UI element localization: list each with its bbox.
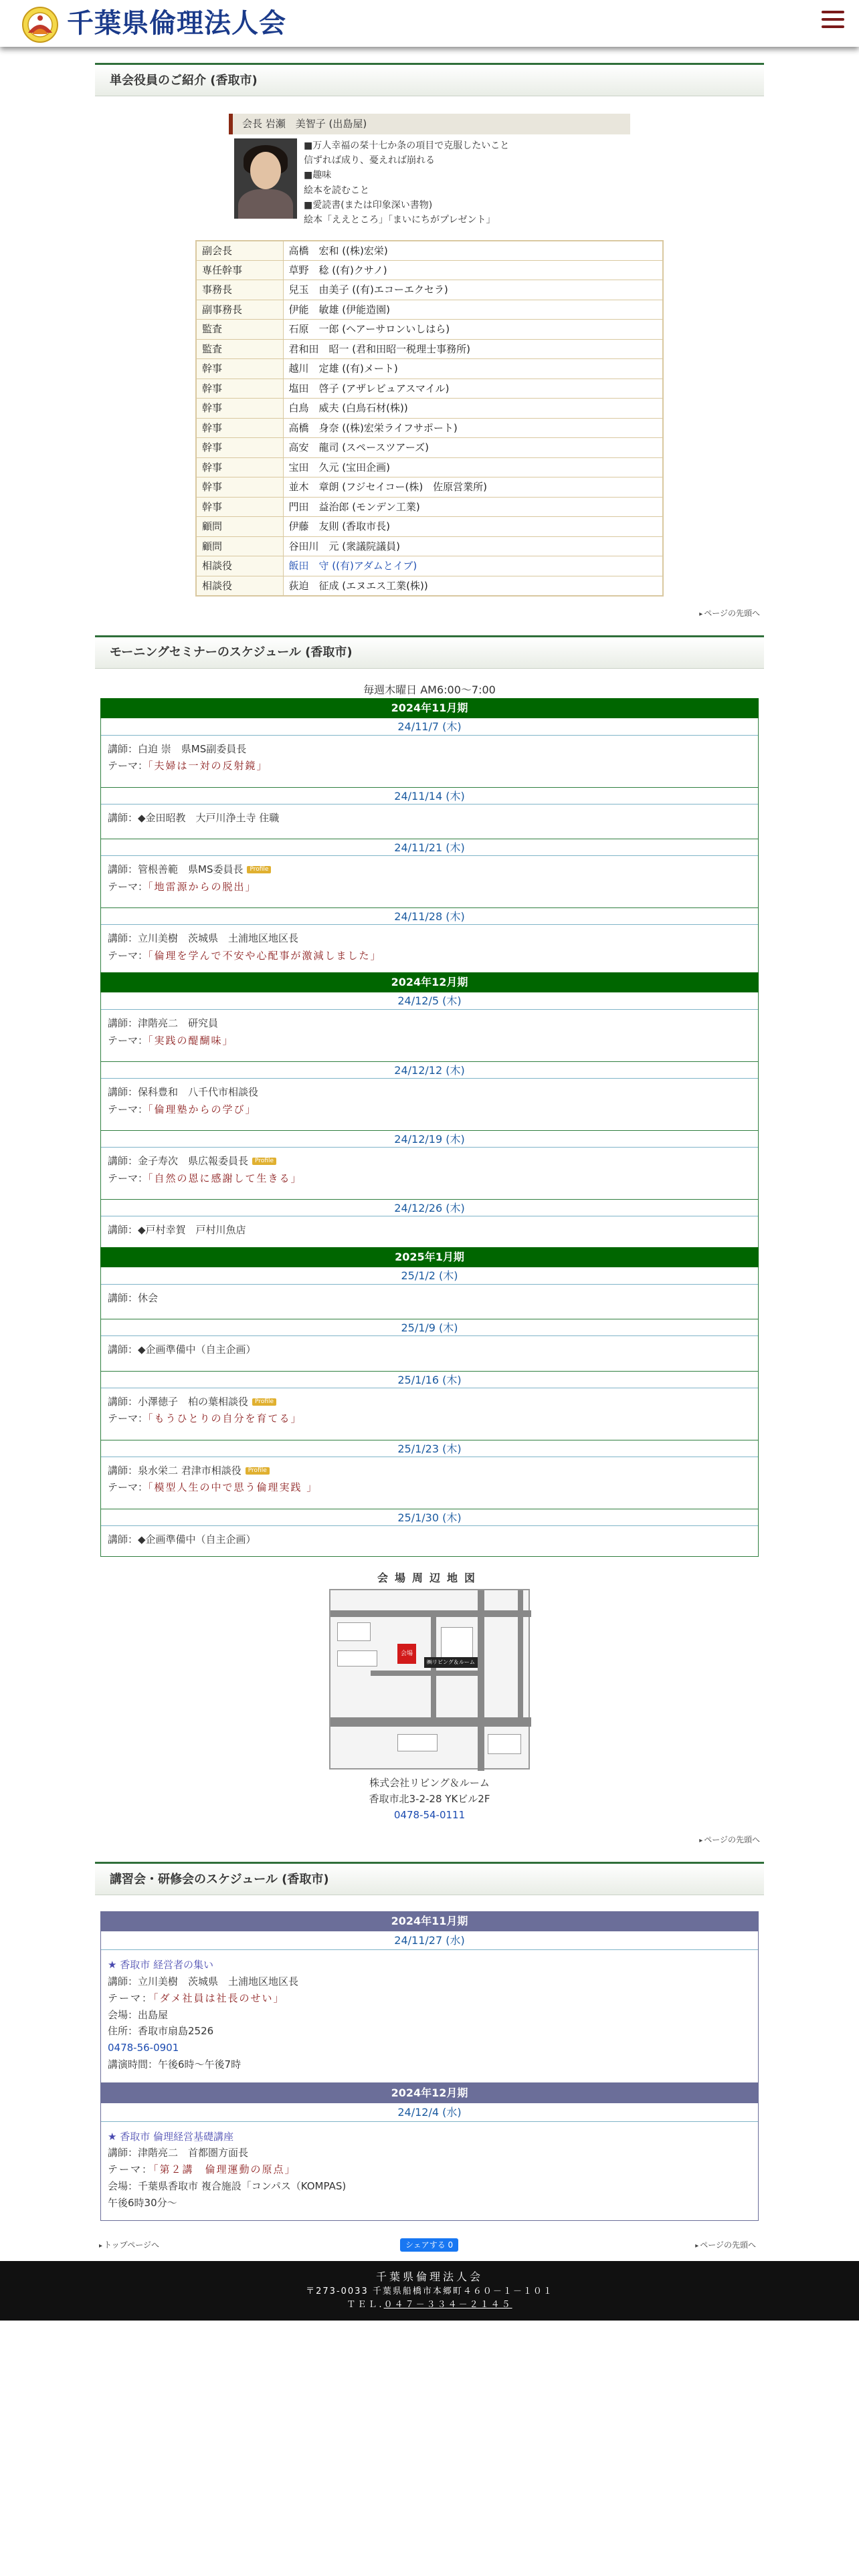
profile-badge[interactable]: Profile bbox=[246, 1467, 270, 1475]
venue-tel[interactable]: 0478-54-0111 bbox=[393, 1809, 466, 1822]
officer-table bbox=[195, 240, 664, 597]
officer-row bbox=[196, 457, 663, 477]
lecture-line: 講師：立川美樹 茨城県 土浦地区地区長 bbox=[108, 1975, 299, 1988]
officer-role: 副事務長 bbox=[196, 300, 283, 320]
lecturer-text: 講師：休会 bbox=[108, 1291, 159, 1304]
lecture-line: 会場：千葉県香取市 複合施設「コンパス（KOMPAS) bbox=[108, 2179, 347, 2192]
profile-badge[interactable]: Profile bbox=[252, 1398, 276, 1406]
session-body bbox=[101, 736, 758, 783]
profile-line: ■愛読書(または印象深い書物) bbox=[304, 200, 433, 211]
session-body bbox=[101, 1010, 758, 1057]
officer-row bbox=[196, 241, 663, 261]
officer-row bbox=[196, 418, 663, 438]
officer-name: 兒玉 由美子 ((有)エコーエクセラ) bbox=[283, 280, 663, 300]
profile-line: 信ずれば成り、憂えれば崩れる bbox=[304, 154, 435, 166]
session-body bbox=[101, 1216, 758, 1247]
officer-name: 門田 益治郎 (モンデン工業) bbox=[283, 497, 663, 517]
session-lecturer bbox=[108, 1341, 751, 1359]
officer-row bbox=[196, 399, 663, 419]
officer-name: 君和田 昭一 (君和田昭一税理士事務所) bbox=[283, 339, 663, 359]
session-body bbox=[101, 925, 758, 972]
lecturer-text: 講師：白迫 崇 県MS副委員長 bbox=[108, 742, 247, 755]
lecturer-text: 講師：津階亮二 研究員 bbox=[108, 1017, 219, 1030]
session-date: 24/11/14 (木) bbox=[101, 787, 758, 804]
session-date: 24/11/7 (木) bbox=[101, 718, 758, 736]
president-label: 会長 岩瀬 美智子 (出島屋) bbox=[229, 114, 630, 134]
officer-role: 監査 bbox=[196, 339, 283, 359]
lecturer-text: 講師：立川美樹 茨城県 土浦地区地区長 bbox=[108, 932, 299, 945]
lecture-line: 住所：香取市扇島2526 bbox=[108, 2025, 214, 2038]
footer-name: 千葉県倫理法人会 bbox=[375, 2270, 483, 2284]
seminar-month-header: 2025年1月期 bbox=[100, 1247, 759, 1267]
lecture-line: 午後6時30分～ bbox=[108, 2196, 177, 2209]
officer-name[interactable]: 飯田 守 ((有)アダムとイブ) bbox=[283, 556, 663, 576]
lecture-block bbox=[100, 2103, 759, 2222]
session-lecturer bbox=[108, 930, 751, 948]
session-date: 25/1/9 (木) bbox=[101, 1319, 758, 1336]
officer-row bbox=[196, 438, 663, 458]
session-lecturer bbox=[108, 810, 751, 827]
session-theme: テーマ：「実践の醍醐味」 bbox=[108, 1034, 234, 1047]
officer-row bbox=[196, 576, 663, 596]
officer-name: 谷田川 元 (衆議院議員) bbox=[283, 536, 663, 556]
officer-role: 相談役 bbox=[196, 556, 283, 576]
officer-role: 幹事 bbox=[196, 477, 283, 498]
officer-name: 草野 稔 ((有)クサノ) bbox=[283, 260, 663, 280]
president-card bbox=[229, 114, 630, 228]
seminar-month-block bbox=[100, 992, 759, 1247]
footer-tel-label: ＴＥＬ. bbox=[347, 2299, 384, 2310]
lecturer-text: 講師：◆企画準備中（自主企画） bbox=[108, 1533, 256, 1545]
officer-name: 白鳥 威夫 (白鳥石材(株)) bbox=[283, 399, 663, 419]
profile-badge[interactable]: Profile bbox=[252, 1158, 276, 1165]
seminar-subheading: 毎週木曜日 AM6:00～7:00 bbox=[363, 683, 496, 696]
officer-row bbox=[196, 280, 663, 300]
session-date: 25/1/16 (木) bbox=[101, 1371, 758, 1388]
venue-map-block bbox=[100, 1570, 759, 1823]
officer-name: 高安 龍司 (スペースツアーズ) bbox=[283, 438, 663, 458]
officer-role: 相談役 bbox=[196, 576, 283, 596]
officer-name: 伊能 敏雄 (伊能造園) bbox=[283, 300, 663, 320]
footer-tel bbox=[0, 2298, 859, 2312]
session-date: 24/12/26 (木) bbox=[101, 1199, 758, 1216]
session-date: 25/1/30 (木) bbox=[101, 1509, 758, 1526]
officer-row bbox=[196, 359, 663, 379]
lecture-month-header: 2024年11月期 bbox=[100, 1911, 759, 1931]
officer-name: 越川 定雄 ((有)メート) bbox=[283, 359, 663, 379]
officer-row bbox=[196, 260, 663, 280]
site-title: 千葉県倫理法人会 bbox=[67, 7, 286, 39]
lecture-body bbox=[101, 1950, 758, 2082]
session-theme: テーマ：「夫婦は一対の反射鏡」 bbox=[108, 760, 268, 772]
session-body bbox=[101, 1457, 758, 1505]
officer-row bbox=[196, 379, 663, 399]
session-theme: テーマ：「模型人生の中で思う倫理実践 」 bbox=[108, 1481, 318, 1494]
lecture-date: 24/12/4 (水) bbox=[101, 2103, 758, 2122]
lecturer-text: 講師：◆戸村幸賀 戸村川魚店 bbox=[108, 1224, 246, 1237]
venue-address: 香取市北3-2-28 YKビル2F bbox=[369, 1793, 490, 1806]
officer-role: 顧問 bbox=[196, 517, 283, 537]
lecture-tel[interactable]: 0478-56-0901 bbox=[108, 2042, 179, 2054]
officer-role: 顧問 bbox=[196, 536, 283, 556]
officer-role: 幹事 bbox=[196, 497, 283, 517]
profile-line: 絵本「ええところ」「まいにちがプレゼント」 bbox=[304, 215, 496, 226]
officer-row bbox=[196, 477, 663, 498]
venue-pin: 会場 bbox=[397, 1644, 416, 1664]
officer-row bbox=[196, 300, 663, 320]
page-top-link-2[interactable]: ▸ ページの先頭へ bbox=[95, 1834, 764, 1846]
lecture-schedule bbox=[100, 1911, 759, 2221]
lecturer-text: 講師：泉水栄二 君津市相談役 bbox=[108, 1464, 242, 1477]
lecturer-text: 講師：小澤徳子 柏の葉相談役 bbox=[108, 1395, 249, 1408]
site-header bbox=[0, 0, 859, 47]
session-body bbox=[101, 1285, 758, 1315]
session-date: 24/12/12 (木) bbox=[101, 1061, 758, 1079]
profile-badge[interactable]: Profile bbox=[247, 866, 271, 873]
lecturer-text: 講師：◆企画準備中（自主企画） bbox=[108, 1344, 256, 1356]
session-lecturer bbox=[108, 1463, 751, 1480]
officer-name: 伊藤 友則 (香取市長) bbox=[283, 517, 663, 537]
lecture-date: 24/11/27 (水) bbox=[101, 1931, 758, 1950]
lecturer-text: 講師：◆金田昭教 大戸川浄土寺 住職 bbox=[108, 811, 280, 824]
lecture-line: 講演時間：午後6時～午後7時 bbox=[108, 2058, 242, 2070]
seminar-month-header: 2024年11月期 bbox=[100, 698, 759, 718]
seminar-schedule bbox=[100, 698, 759, 1558]
bottom-links bbox=[95, 2238, 764, 2252]
officer-name: 並木 章朗 (フジセイコー(株) 佐原営業所) bbox=[283, 477, 663, 498]
officer-name: 荻迫 征成 (エヌエス工業(株)) bbox=[283, 576, 663, 596]
officer-name: 高橋 身奈 ((株)宏栄ライフサポート) bbox=[283, 418, 663, 438]
lecturer-text: 講師：保科豊和 八千代市相談役 bbox=[108, 1086, 259, 1099]
session-theme: テーマ：「もうひとりの自分を育てる」 bbox=[108, 1412, 302, 1425]
hamburger-menu-icon[interactable] bbox=[822, 8, 844, 31]
session-lecturer bbox=[108, 1290, 751, 1307]
session-date: 24/12/5 (木) bbox=[101, 992, 758, 1010]
officer-row bbox=[196, 536, 663, 556]
lecture-line: テーマ：「第２講 倫理運動の原点」 bbox=[108, 2163, 296, 2176]
session-date: 25/1/2 (木) bbox=[101, 1267, 758, 1285]
lecture-body bbox=[101, 2122, 758, 2221]
officer-role: 幹事 bbox=[196, 418, 283, 438]
officer-name: 宝田 久元 (宝田企画) bbox=[283, 457, 663, 477]
officer-row bbox=[196, 339, 663, 359]
session-theme: テーマ：「倫理塾からの学び」 bbox=[108, 1103, 257, 1115]
seminar-month-block bbox=[100, 1267, 759, 1558]
lecture-heading: 講習会・研修会のスケジュール (香取市) bbox=[95, 1862, 764, 1895]
officer-row bbox=[196, 517, 663, 537]
session-body bbox=[101, 804, 758, 835]
session-body bbox=[101, 1336, 758, 1367]
president-profile bbox=[304, 138, 509, 228]
lecture-line: 会場：出島屋 bbox=[108, 2008, 169, 2021]
logo-emblem-icon bbox=[19, 3, 62, 43]
session-date: 24/11/28 (木) bbox=[101, 907, 758, 925]
officer-role: 事務長 bbox=[196, 280, 283, 300]
session-theme: テーマ：「地雷源からの脱出」 bbox=[108, 880, 257, 893]
seminar-heading: モーニングセミナーのスケジュール (香取市) bbox=[95, 635, 764, 669]
officer-role: 監査 bbox=[196, 320, 283, 340]
seminar-month-header: 2024年12月期 bbox=[100, 972, 759, 992]
session-body bbox=[101, 856, 758, 903]
lecture-event-title[interactable]: ★ 香取市 倫理経営基礎講座 bbox=[108, 2130, 233, 2143]
lecture-month-header: 2024年12月期 bbox=[100, 2083, 759, 2103]
lecture-line: 講師：津階亮二 首都圏方面長 bbox=[108, 2147, 249, 2159]
session-lecturer bbox=[108, 861, 751, 879]
session-lecturer bbox=[108, 1531, 751, 1549]
officer-role: 幹事 bbox=[196, 438, 283, 458]
officer-row bbox=[196, 556, 663, 576]
page-top-link[interactable]: ▸ ページの先頭へ bbox=[95, 607, 764, 619]
session-lecturer bbox=[108, 741, 751, 758]
venue-label: ㈱リビング＆ルーム bbox=[424, 1657, 478, 1668]
session-lecturer bbox=[108, 1153, 751, 1170]
lecture-line: テーマ：「ダメ社員は社長のせい」 bbox=[108, 1992, 285, 2004]
session-lecturer bbox=[108, 1222, 751, 1239]
session-date: 24/11/21 (木) bbox=[101, 839, 758, 856]
officer-name: 塩田 啓子 (アザレビュアスマイル) bbox=[283, 379, 663, 399]
officer-role: 幹事 bbox=[196, 399, 283, 419]
officer-role: 副会長 bbox=[196, 241, 283, 261]
session-lecturer bbox=[108, 1015, 751, 1033]
officer-row bbox=[196, 320, 663, 340]
session-body bbox=[101, 1148, 758, 1195]
facebook-share-button[interactable]: シェアする 0 bbox=[400, 2238, 458, 2252]
footer-address: 〒273-0033 千葉県船橋市本郷町４６０－１－１０１ bbox=[306, 2286, 553, 2297]
lecturer-text: 講師：金子寿次 県広報委員長 bbox=[108, 1155, 249, 1168]
officer-role: 幹事 bbox=[196, 379, 283, 399]
session-date: 25/1/23 (木) bbox=[101, 1440, 758, 1457]
officer-role: 幹事 bbox=[196, 359, 283, 379]
session-lecturer bbox=[108, 1394, 751, 1411]
top-page-link[interactable]: ▸ トップページへ bbox=[99, 2239, 163, 2251]
session-lecturer bbox=[108, 1084, 751, 1101]
lecturer-text: 講師：管根善範 県MS委員長 bbox=[108, 863, 244, 876]
profile-line: 絵本を読むこと bbox=[304, 185, 369, 196]
venue-company: 株式会社リビング＆ルーム bbox=[369, 1777, 490, 1790]
officer-name: 高橋 宏和 ((株)宏栄) bbox=[283, 241, 663, 261]
session-body bbox=[101, 1526, 758, 1557]
seminar-month-block bbox=[100, 718, 759, 973]
officer-role: 幹事 bbox=[196, 457, 283, 477]
map-title: 会場周辺地図 bbox=[377, 1572, 482, 1585]
profile-line: ■万人幸福の栞十七か条の項目で克服したいこと bbox=[304, 140, 510, 151]
officer-name: 石原 一郎 (ヘアーサロンいしはら) bbox=[283, 320, 663, 340]
directors-heading: 単会役員のご紹介 (香取市) bbox=[95, 63, 764, 96]
officer-role: 専任幹事 bbox=[196, 260, 283, 280]
session-date: 24/12/19 (木) bbox=[101, 1130, 758, 1148]
page-top-link-3[interactable]: ▸ ページの先頭へ bbox=[695, 2239, 760, 2251]
session-body bbox=[101, 1079, 758, 1126]
session-theme: テーマ：「自然の恩に感謝して生きる」 bbox=[108, 1172, 302, 1184]
session-theme: テーマ：「倫理を学んで不安や心配事が激減しました」 bbox=[108, 949, 382, 962]
president-photo bbox=[234, 138, 297, 219]
profile-line: ■趣味 bbox=[304, 170, 332, 181]
officer-row bbox=[196, 497, 663, 517]
logo-link[interactable] bbox=[19, 3, 286, 44]
footer-tel-number[interactable]: ０４７－３３４－２１４５ bbox=[383, 2299, 512, 2310]
site-footer bbox=[0, 2261, 859, 2321]
session-body bbox=[101, 1388, 758, 1436]
lecture-event-title[interactable]: ★ 香取市 経営者の集い bbox=[108, 1959, 213, 1971]
venue-map[interactable] bbox=[329, 1589, 530, 1769]
lecture-block bbox=[100, 1931, 759, 2082]
